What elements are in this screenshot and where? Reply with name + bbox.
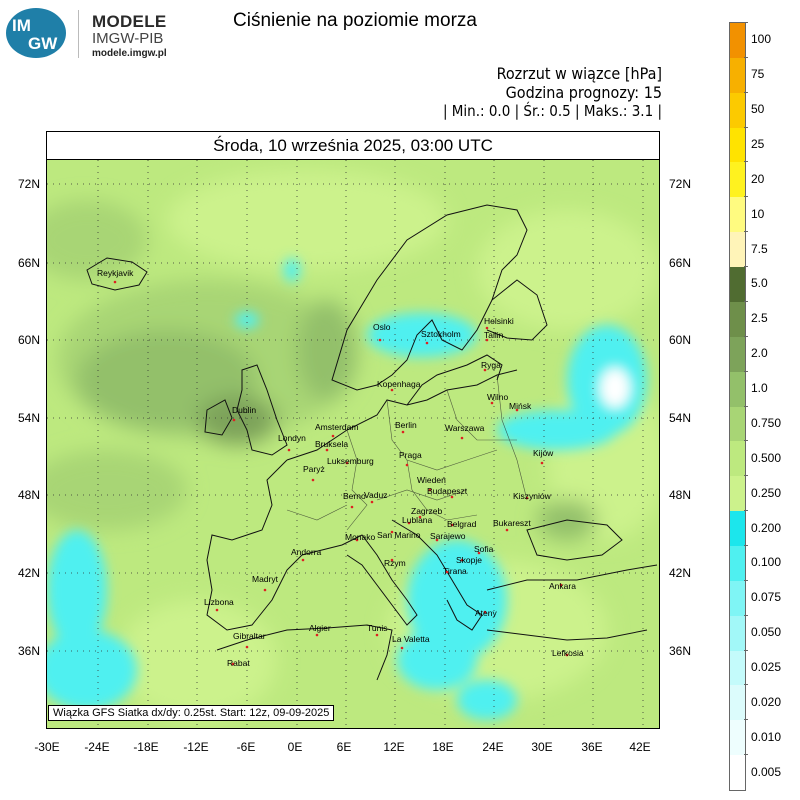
legend-swatch	[730, 93, 745, 128]
svg-text:Oslo: Oslo	[373, 322, 391, 332]
lat-label-right-72: 72N	[669, 177, 692, 191]
legend-tick	[744, 650, 748, 651]
svg-text:Lublana: Lublana	[402, 515, 433, 525]
lon-label-18: 18E	[432, 740, 454, 754]
svg-text:Londyn: Londyn	[278, 433, 306, 443]
svg-text:Mińsk: Mińsk	[509, 401, 532, 411]
svg-text:Kiszyniów: Kiszyniów	[513, 491, 551, 501]
legend-swatch	[730, 546, 745, 581]
legend-swatch	[730, 720, 745, 755]
lon-label-0: 0E	[287, 740, 303, 754]
legend-swatch	[730, 755, 745, 790]
svg-text:Berno: Berno	[343, 491, 366, 501]
city-ateny	[475, 608, 497, 618]
city-sarajewo	[430, 531, 466, 541]
legend-tick	[744, 615, 748, 616]
legend-label: 7.5	[751, 241, 768, 256]
legend-label: 20	[751, 171, 765, 186]
svg-text:Dublin: Dublin	[232, 405, 257, 415]
lon-label--24: -24E	[84, 740, 110, 754]
legend-label: 0.200	[751, 520, 782, 535]
lon-label--6: -6E	[236, 740, 256, 754]
lon-label-24: 24E	[482, 740, 504, 754]
legend-swatch	[730, 267, 745, 302]
svg-text:Lefkosia: Lefkosia	[552, 648, 584, 658]
lat-label-left-54: 54N	[18, 411, 41, 425]
legend-tick	[744, 301, 748, 302]
legend-swatch	[730, 616, 745, 651]
legend-swatch	[730, 441, 745, 476]
svg-text:Ryga: Ryga	[481, 360, 501, 370]
svg-text:Tirana: Tirana	[443, 566, 467, 576]
svg-text:Tallin: Tallin	[484, 330, 504, 340]
svg-text:Sztokholm: Sztokholm	[421, 329, 461, 339]
svg-text:Sarajewo: Sarajewo	[430, 531, 466, 541]
svg-text:Paryż: Paryż	[303, 464, 325, 474]
legend-swatch	[730, 23, 745, 58]
legend-tick	[744, 510, 748, 511]
legend-swatch	[730, 302, 745, 337]
city-lublana	[402, 515, 433, 525]
svg-text:San Marino: San Marino	[377, 530, 421, 540]
legend-label: 0.075	[751, 590, 782, 605]
legend-tick	[744, 371, 748, 372]
legend-label: 75	[751, 67, 765, 82]
svg-text:Gibraltar: Gibraltar	[233, 631, 266, 641]
svg-text:Tunis: Tunis	[367, 623, 388, 633]
legend-label: 0.250	[751, 485, 782, 500]
lon-label-6: 6E	[336, 740, 352, 754]
svg-text:Rzym: Rzym	[384, 558, 406, 568]
svg-text:Vaduz: Vaduz	[364, 490, 388, 500]
legend-tick	[744, 719, 748, 720]
legend-label: 50	[751, 102, 765, 117]
legend-swatch	[730, 58, 745, 93]
city-tallin	[484, 330, 504, 341]
legend-tick	[744, 684, 748, 685]
svg-text:Luksemburg: Luksemburg	[327, 456, 374, 466]
legend-tick	[744, 440, 748, 441]
city-monako	[345, 532, 376, 542]
svg-text:Lizbona: Lizbona	[204, 597, 234, 607]
logo-text-bottom: GW	[28, 34, 58, 53]
svg-text:Belgrad: Belgrad	[447, 519, 477, 529]
lat-label-left-66: 66N	[18, 256, 41, 270]
svg-text:Algier: Algier	[309, 623, 331, 633]
svg-text:Wiedeń: Wiedeń	[417, 475, 446, 485]
legend-tick	[744, 57, 748, 58]
lat-label-right-42: 42N	[669, 566, 692, 580]
lon-label-12: 12E	[383, 740, 405, 754]
color-scale-legend	[729, 22, 746, 791]
city-ryga	[481, 360, 501, 371]
legend-label: 0.025	[751, 659, 782, 674]
legend-swatch	[730, 685, 745, 720]
lat-label-right-36: 36N	[669, 644, 692, 658]
city-minsk	[509, 401, 532, 411]
brand-url: modele.imgw.pl	[92, 48, 167, 59]
legend-label: 0.100	[751, 555, 782, 570]
forecast-map	[46, 159, 660, 729]
legend-tick	[744, 196, 748, 197]
svg-text:Praga: Praga	[399, 450, 422, 460]
legend-tick	[744, 92, 748, 93]
legend-tick	[744, 161, 748, 162]
city-rabat	[227, 658, 250, 668]
lon-label-42: 42E	[629, 740, 651, 754]
logo-text-top: IM	[12, 16, 31, 35]
city-kiszyniow	[513, 491, 552, 501]
lat-label-left-48: 48N	[18, 488, 41, 502]
svg-text:Budapeszt: Budapeszt	[427, 486, 468, 496]
model-info-note: Wiązka GFS Siatka dx/dy: 0.25st. Start: 12z, 09-09-2025	[48, 705, 334, 721]
legend-tick	[744, 336, 748, 337]
lat-label-left-60: 60N	[18, 333, 41, 347]
legend-swatch	[730, 581, 745, 616]
legend-swatch	[730, 197, 745, 232]
lon-label-30: 30E	[531, 740, 553, 754]
map-title: Ciśnienie na poziomie morza	[233, 10, 477, 31]
svg-text:Reykjavik: Reykjavik	[97, 268, 134, 278]
legend-swatch	[730, 128, 745, 163]
svg-text:Amsterdam: Amsterdam	[315, 422, 359, 432]
svg-text:Skopje: Skopje	[456, 555, 482, 565]
brand-org: IMGW-PIB	[92, 30, 164, 47]
svg-text:Bruksela: Bruksela	[315, 439, 349, 449]
info-panel	[443, 64, 662, 121]
svg-text:Wilno: Wilno	[487, 392, 509, 402]
svg-text:Madryt: Madryt	[252, 574, 278, 584]
forecast-hour: Godzina prognozy: 15	[505, 83, 662, 102]
legend-label: 0.010	[751, 729, 782, 744]
lon-label--30: -30E	[34, 740, 60, 754]
legend-label: 2.5	[751, 311, 768, 326]
legend-tick	[744, 406, 748, 407]
legend-tick	[744, 754, 748, 755]
legend-tick	[744, 231, 748, 232]
city-rzym	[384, 558, 406, 568]
svg-text:Ateny: Ateny	[475, 608, 497, 618]
lon-label--12: -12E	[183, 740, 209, 754]
legend-label: 0.005	[751, 764, 782, 779]
svg-text:Warszawa: Warszawa	[445, 423, 485, 433]
legend-swatch	[730, 372, 745, 407]
svg-text:Kopenhaga: Kopenhaga	[377, 379, 421, 389]
legend-tick	[744, 266, 748, 267]
lon-label-36: 36E	[581, 740, 603, 754]
legend-label: 25	[751, 137, 765, 152]
lat-label-right-66: 66N	[669, 256, 692, 270]
legend-swatch	[730, 476, 745, 511]
city-sofia	[474, 544, 494, 554]
lat-label-left-36: 36N	[18, 644, 41, 658]
lat-label-left-42: 42N	[18, 566, 41, 580]
svg-text:Helsinki: Helsinki	[484, 316, 514, 326]
lat-label-right-60: 60N	[669, 333, 692, 347]
city-lefkosia	[552, 648, 584, 658]
svg-text:Monako: Monako	[345, 532, 376, 542]
legend-swatch	[730, 232, 745, 267]
legend-swatch	[730, 162, 745, 197]
legend-tick	[744, 475, 748, 476]
variable-label: Rozrzut w wiązce [hPa]	[496, 64, 662, 83]
lon-label--18: -18E	[133, 740, 159, 754]
legend-swatch	[730, 511, 745, 546]
svg-text:Andorra: Andorra	[291, 547, 322, 557]
legend-swatch	[730, 407, 745, 442]
city-tirana	[443, 566, 467, 576]
legend-label: 0.020	[751, 694, 782, 709]
legend-swatch	[730, 337, 745, 372]
svg-text:Bukareszt: Bukareszt	[493, 518, 531, 528]
svg-text:Rabat: Rabat	[227, 658, 250, 668]
legend-label: 0.500	[751, 450, 782, 465]
legend-swatch	[730, 651, 745, 686]
svg-text:Ankara: Ankara	[549, 581, 576, 591]
legend-tick	[744, 22, 748, 23]
lat-label-right-48: 48N	[669, 488, 692, 502]
legend-label: 1.0	[751, 381, 768, 396]
city-san-marino	[377, 530, 421, 540]
lat-label-left-72: 72N	[18, 177, 41, 191]
legend-label: 100	[751, 32, 772, 47]
legend-tick	[744, 545, 748, 546]
legend-label: 0.050	[751, 625, 782, 640]
brand-name: MODELE	[92, 12, 167, 31]
legend-label: 10	[751, 206, 765, 221]
stats-line: | Min.: 0.0 | Śr.: 0.5 | Maks.: 3.1 |	[442, 102, 662, 120]
lat-label-right-54: 54N	[669, 411, 692, 425]
svg-text:Zagrzeb: Zagrzeb	[411, 506, 443, 516]
svg-text:La Valetta: La Valetta	[392, 634, 430, 644]
city-ankara	[549, 581, 576, 591]
svg-text:Berlin: Berlin	[395, 420, 417, 430]
svg-text:Kijów: Kijów	[533, 448, 554, 458]
city-skopje	[456, 555, 482, 565]
legend-label: 2.0	[751, 346, 768, 361]
legend-tick	[744, 580, 748, 581]
city-belgrad	[447, 519, 477, 529]
legend-tick	[744, 127, 748, 128]
svg-text:Sofia: Sofia	[474, 544, 494, 554]
valid-date-bar: Środa, 10 września 2025, 03:00 UTC	[46, 131, 660, 161]
city-luksemburg	[327, 456, 374, 466]
legend-label: 5.0	[751, 276, 768, 291]
legend-label: 0.750	[751, 415, 782, 430]
